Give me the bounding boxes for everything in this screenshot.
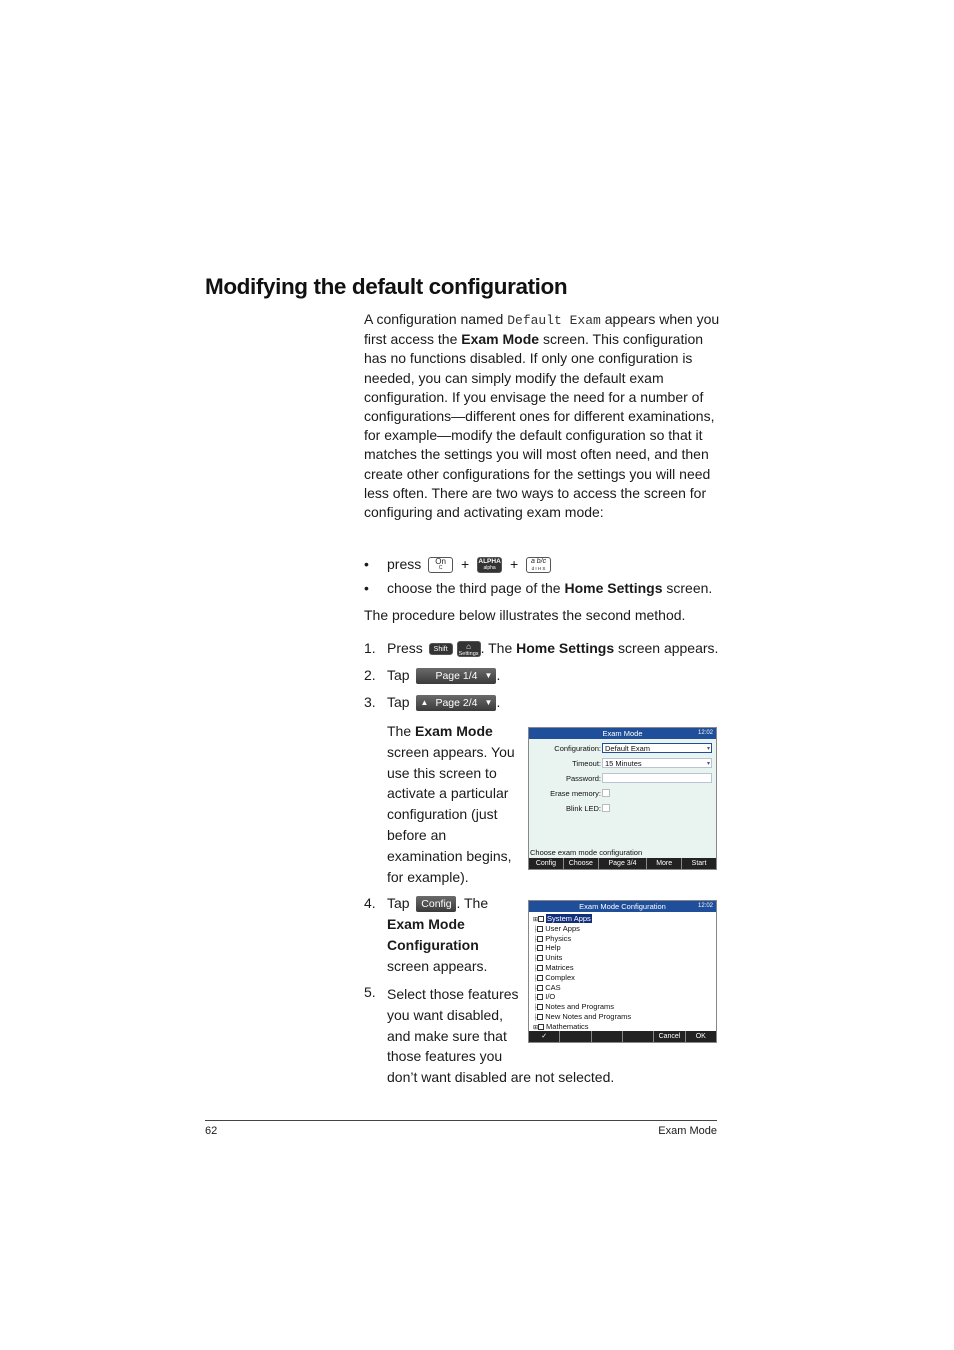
bullet1-text: press — [387, 556, 422, 572]
intro-paragraph — [364, 310, 720, 522]
bold-home-settings: Home Settings — [516, 640, 615, 656]
menu-check[interactable]: ✓ — [529, 1031, 560, 1042]
blink-led-checkbox[interactable] — [602, 804, 610, 812]
page-number: 62 — [205, 1125, 218, 1137]
tree-item[interactable]: ├ Physics — [533, 933, 572, 943]
tree-item[interactable]: ├ I/O — [533, 992, 556, 1002]
on-key-icon: On C — [428, 557, 453, 573]
tree-item[interactable]: ├ Complex — [533, 972, 575, 982]
shift-key-icon: Shift — [429, 643, 453, 655]
screen-menu-bar — [529, 858, 716, 869]
exam-mode-screenshot: Exam Mode 12:02 Configuration: Default Exam ▾ Timeout: 15 Minutes ▾ Password: Erase memory: Blink LED: Choose exam mode configuration Config Choose Page 3/4 More Start — [528, 727, 717, 870]
menu-empty[interactable] — [623, 1031, 654, 1042]
password-field[interactable] — [602, 773, 712, 783]
screen-title-bar: Exam Mode Configuration 12:02 — [529, 901, 716, 912]
page-2-softkey[interactable]: ▲ Page 2/4 ▼ — [416, 695, 496, 711]
tree-item[interactable]: ├ CAS — [533, 982, 561, 992]
intro-text-2: appears when you first access the — [364, 311, 720, 348]
tree-item[interactable]: ├ Help — [533, 943, 561, 953]
plus-sign: + — [461, 556, 470, 572]
page-title: Modifying the default configuration — [205, 274, 568, 299]
menu-cancel[interactable]: Cancel — [654, 1031, 685, 1042]
tree-item-system-apps[interactable]: ⊞ System Apps — [533, 914, 591, 923]
plus-sign: + — [509, 556, 519, 572]
screen-hint: Choose exam mode configuration — [530, 848, 643, 857]
tree-item[interactable]: ├ Matrices — [533, 963, 574, 972]
bold-home-settings: Home Settings — [564, 580, 663, 596]
menu-choose[interactable]: Choose — [564, 858, 599, 869]
erase-memory-checkbox[interactable] — [602, 789, 610, 797]
timeout-field[interactable]: 15 Minutes ▾ — [602, 758, 712, 768]
intro-text-3: screen. This configuration has no functions disabled. If only one configuration is needed, you can simply modify the default exam configuration. If you envisage the need for a number of configurations—different ones for different examinations, for example—modify the default configuration so that it matches the settings you will most often need, and then create other configurations for the settings you will need less often. There are two ways to access the screen for configuring and activating exam mode: — [364, 331, 715, 521]
menu-start[interactable]: Start — [691, 860, 707, 867]
tree-item[interactable]: ⊞ Mathematics — [533, 1021, 589, 1030]
tree-item[interactable]: ├ Units — [533, 953, 563, 963]
menu-page[interactable]: Page 3/4 — [599, 858, 647, 869]
battery-icon: 12:02 — [697, 903, 713, 909]
menu-ok[interactable]: OK — [695, 1033, 706, 1040]
code-default-exam: Default Exam — [507, 313, 601, 328]
settings-key-icon: ⌂ Settings — [457, 641, 481, 657]
tree-item[interactable]: ├ Notes and Programs — [533, 1002, 615, 1012]
configuration-field[interactable]: Default Exam ▾ — [602, 743, 712, 753]
footer-divider — [205, 1120, 717, 1121]
fraction-key-icon: a b/c d I H S — [526, 557, 551, 573]
battery-icon: 12:02 — [697, 730, 713, 736]
screen-title-bar: Exam Mode 12:02 — [529, 728, 716, 739]
page-1-softkey[interactable]: Page 1/4 ▼ — [416, 668, 496, 684]
footer-section-title: Exam Mode — [658, 1125, 717, 1137]
tree-item[interactable]: ├ User Apps — [533, 923, 580, 933]
step-5-text: Select those features you want disabled, and make sure that those features you don’t want disabled are not selected. — [387, 986, 615, 1086]
alpha-key-icon: ALPHA alpha — [478, 558, 501, 572]
config-softkey[interactable]: Config — [416, 896, 456, 912]
menu-config[interactable]: Config — [529, 858, 564, 869]
menu-more[interactable]: More — [647, 858, 682, 869]
step-4-continuation: Exam Mode Configuration screen appears. — [387, 916, 488, 974]
tree-item[interactable]: ├ New Notes and Programs — [533, 1012, 632, 1021]
procedure-note: The procedure below illustrates the second method. — [364, 607, 686, 623]
intro-text-1: A configuration named — [364, 311, 508, 327]
step-3-description: The Exam Mode screen appears. You use this screen to activate a particular configuration (just before an examination begins, for example). — [387, 723, 515, 885]
bold-exam-mode: Exam Mode — [461, 331, 540, 348]
